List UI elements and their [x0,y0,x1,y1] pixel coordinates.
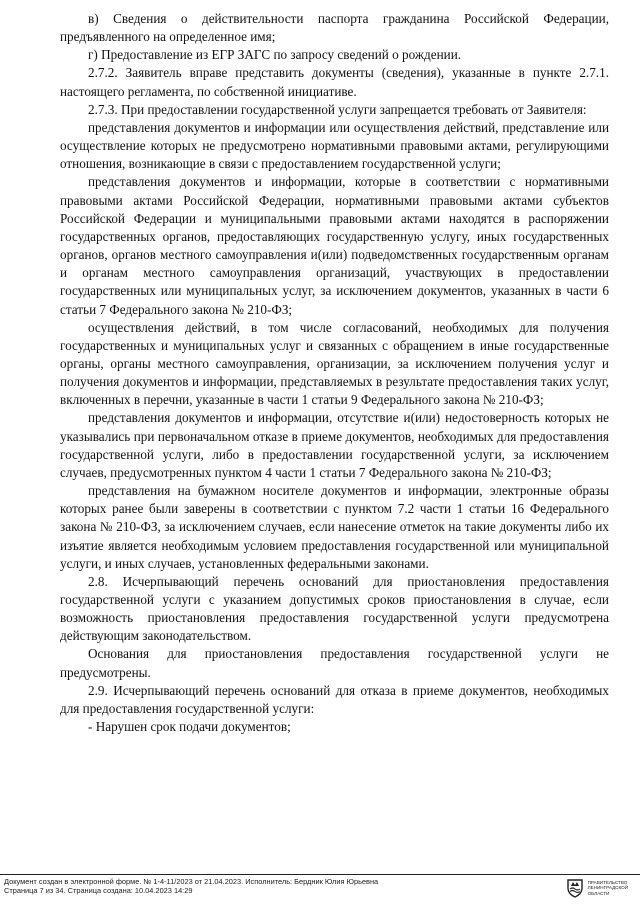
paragraph: 2.7.3. При предоставлении государственной услуги запрещается требовать от Заявителя: [88,101,587,117]
paragraph: 2.8. Исчерпывающий перечень оснований для приостановления предоставления государственной услуги с указанием допустимых сроков приостановления в случае, если возможность приостановления предоставления государственной услуги предусмотрена действующим законодательством. [60,573,609,644]
footer-divider [0,874,640,875]
paragraph: 2.9. Исчерпывающий перечень оснований для отказа в приеме документов, необходимых для предоставления государственной услуги: [60,682,609,716]
footer-info [4,877,378,895]
logo-line: ОБЛАСТИ [587,890,610,896]
paragraph: 2.7.2. Заявитель вправе представить документы (сведения), указанные в пункте 2.7.1. настоящего регламента, по собственной инициативе. [60,65,609,99]
paragraph: - Нарушен срок подачи документов; [88,719,291,735]
paragraph: представления документов и информации или осуществления действий, представление или осуществление которых не предусмотрено нормативными правовыми актами, регулирующими отношения, возникающие в связи с предоставлением государственной услуги; [60,119,609,172]
document-body [60,10,609,736]
paragraph: Основания для приостановления предоставления государственной услуги не предусмотрены. [60,646,609,680]
paragraph: представления на бумажном носителе документов и информации, электронные образы которых ранее были заверены в соответствии с пунктом 7.2 части 1 статьи 16 Федерального закона № 210-ФЗ, за исключением случаев, если нанесение отметок на такие документы либо их изъятие является необходимым условием предоставления государственной или муниципальной услуги, и иных случаев, установленных федеральными законами. [60,483,609,571]
paragraph: осуществления действий, в том числе согласований, необходимых для получения государственных и муниципальных услуг и связанных с обращением в иные государственные органы, органы местного самоуправления, организации, за исключением получения услуг и получения документов и информации, представляемых в результате предоставления таких услуг, включенных в перечни, указанные в части 1 статьи 9 Федерального закона № 210-ФЗ; [60,319,609,408]
lenoblast-coat-of-arms-icon [565,878,585,898]
logo-line: ПРАВИТЕЛЬСТВО [587,879,628,885]
footer-logo [565,878,628,898]
paragraph: г) Предоставление из ЕГР ЗАГС по запросу сведений о рождении. [88,47,462,63]
footer-page-info: Страница 7 из 34. Страница создана: 10.04.2023 14:29 [4,886,193,895]
footer-document-info: Документ создан в электронной форме. № 1-4-11/2023 от 21.04.2023. Исполнитель: Бердник Юлия Юрьевна [4,877,379,886]
logo-line: ЛЕНИНГРАДСКОЙ [587,885,628,891]
paragraph: в) Сведения о действительности паспорта гражданина Российской Федерации, предъявленного на определенное имя; [60,11,609,45]
paragraph: представления документов и информации, отсутствие и(или) недостоверность которых не указывались при первоначальном отказе в приеме документов, необходимых для предоставления государственной услуги, либо в предоставлении государственной услуги, за исключением случаев, предусмотренных пунктом 4 части 1 статьи 7 Федерального закона № 210-ФЗ; [60,410,609,480]
footer-logo-text [588,880,628,897]
paragraph: представления документов и информации, которые в соответствии с нормативными правовыми актами Российской Федерации, нормативными правовыми актами субъектов Российской Федерации и муниципальными правовыми актами находятся в распоряжении государственных органов, предоставляющих государственную услугу, иных государственных органов, органов местного самоуправления и(или) подведомственных государственным органам и органам местного самоуправления организаций, участвующих в предоставлении государственных или муниципальных услуг, за исключением документов, указанных в части 6 статьи 7 Федерального закона № 210-ФЗ; [60,174,609,317]
